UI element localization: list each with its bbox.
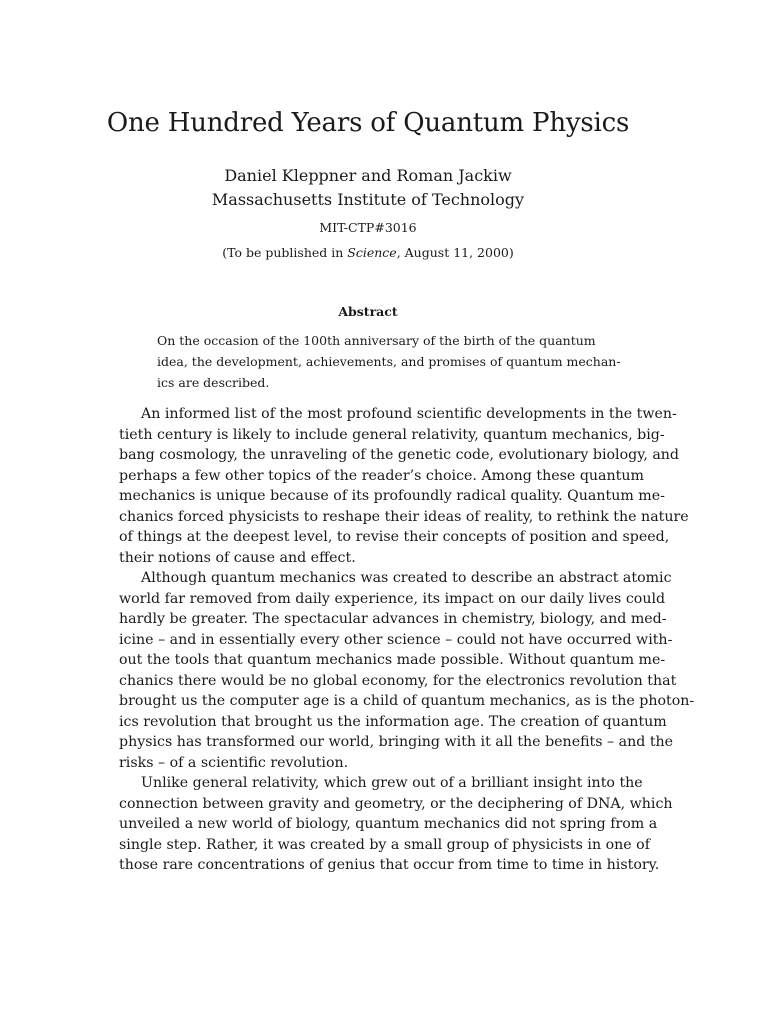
abstract-heading: Abstract (338, 304, 398, 319)
text-line: connection between gravity and geometry, or the deciphering of DNA, which (119, 795, 673, 812)
text-line: world far removed from daily experience, its impact on our daily lives could (119, 590, 666, 607)
text-line: of things at the deepest level, to revise their concepts of position and speed, (119, 529, 670, 545)
body-text (119, 404, 695, 876)
paragraph-3 (119, 773, 673, 876)
text-line: hardly be greater. The spectacular advances in chemistry, biology, and med- (119, 611, 667, 627)
publication-journal: Science (347, 245, 397, 260)
text-line: their notions of cause and effect. (119, 549, 356, 566)
abstract-line: On the occasion of the 100th anniversary of the birth of the quantum (157, 333, 596, 348)
abstract-line: idea, the development, achievements, and promises of quantum mechan- (157, 354, 621, 369)
text-line: out the tools that quantum mechanics made possible. Without quantum me- (119, 652, 666, 668)
text-line: Although quantum mechanics was created to describe an abstract atomic (141, 570, 672, 586)
text-line: chanics forced physicists to reshape their ideas of reality, to rethink the nature (119, 508, 689, 525)
text-line: single step. Rather, it was created by a small group of physicists in one of (119, 836, 650, 853)
text-line: bang cosmology, the unraveling of the genetic code, evolutionary biology, and (119, 447, 680, 463)
text-line: unveiled a new world of biology, quantum mechanics did not spring from a (119, 816, 658, 832)
publication-note-prefix: (To be published in (222, 245, 348, 260)
publication-note (0, 245, 736, 260)
paragraph-2 (119, 568, 695, 773)
text-line: ics revolution that brought us the information age. The creation of quantum (119, 713, 667, 730)
text-line: chanics there would be no global economy, for the electronics revolution that (119, 672, 677, 689)
text-line: An informed list of the most profound scientific developments in the twen- (141, 406, 677, 422)
paper-affiliation: Massachusetts Institute of Technology (211, 190, 525, 209)
abstract-line: ics are described. (157, 375, 270, 390)
text-line: mechanics is unique because of its profoundly radical quality. Quantum me- (119, 488, 665, 504)
paper-title: One Hundred Years of Quantum Physics (106, 108, 630, 138)
abstract-body (157, 330, 621, 393)
text-line: risks – of a scientific revolution. (119, 754, 349, 771)
paragraph-1 (119, 404, 689, 568)
text-line: physics has transformed our world, bringing with it all the benefits – and the (119, 734, 674, 750)
paper-authors: Daniel Kleppner and Roman Jackiw (224, 166, 512, 185)
report-number: MIT-CTP#3016 (319, 220, 417, 235)
text-line: perhaps a few other topics of the reader’s choice. Among these quantum (119, 467, 644, 484)
text-line: those rare concentrations of genius that occur from time to time in history. (119, 857, 660, 873)
text-line: tieth century is likely to include general relativity, quantum mechanics, big- (119, 426, 665, 443)
publication-note-suffix: , August 11, 2000) (396, 245, 514, 260)
text-line: brought us the computer age is a child of quantum mechanics, as is the photon- (119, 693, 695, 709)
text-line: Unlike general relativity, which grew out of a brilliant insight into the (141, 775, 643, 791)
text-line: icine – and in essentially every other science – could not have occurred with- (119, 631, 673, 648)
